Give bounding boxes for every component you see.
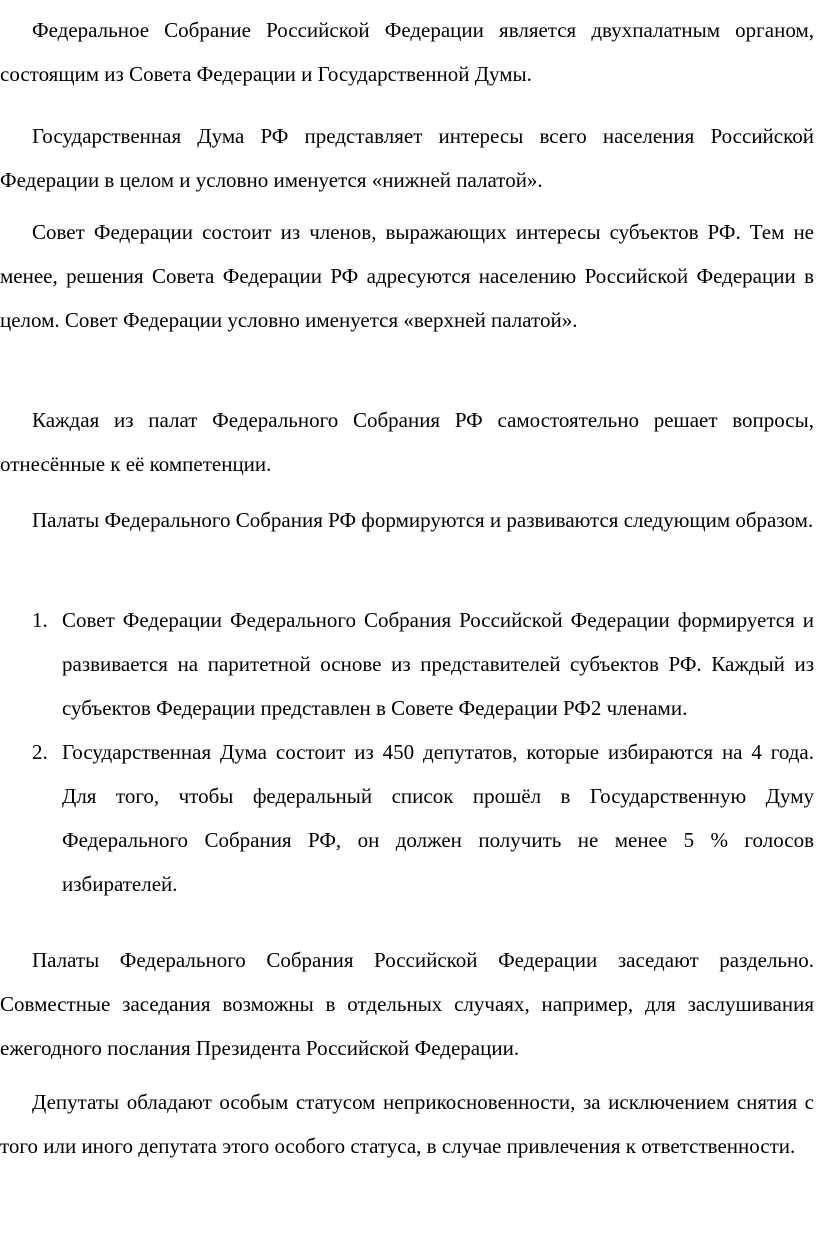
formation-list bbox=[0, 598, 814, 906]
list-item-text: Государственная Дума состоит из 450 депутатов, которые избираются на 4 года. Для того, чтобы федеральный список прошёл в Государственную Думу Федерального Собрания РФ, он должен получить не менее 5 % голосов избирателей. bbox=[62, 740, 814, 896]
list-item-number: 2. bbox=[32, 740, 48, 764]
list-item bbox=[0, 730, 814, 906]
paragraph-sessions: Палаты Федерального Собрания Российской Федерации заседают раздельно. Совместные заседания возможны в отдельных случаях, например, для заслушивания ежегодного послания Президента Российской Федерации. bbox=[0, 948, 814, 1060]
paragraph-federal-assembly: Федеральное Собрание Российской Федерации является двухпалатным органом, состоящим из Совета Федерации и Государственной Думы. bbox=[0, 18, 814, 86]
paragraph-chambers-competence: Каждая из палат Федерального Собрания РФ самостоятельно решает вопросы, отнесённые к её компетенции. bbox=[0, 408, 814, 476]
paragraph-state-duma: Государственная Дума РФ представляет интересы всего населения Российской Федерации в целом и условно именуется «нижней палатой». bbox=[0, 124, 814, 192]
list-item-number: 1. bbox=[32, 608, 48, 632]
paragraph-deputies-immunity: Депутаты обладают особым статусом неприкосновенности, за исключением снятия с того или иного депутата этого особого статуса, в случае привлечения к ответственности. bbox=[0, 1090, 814, 1158]
list-item-text: Совет Федерации Федерального Собрания Российской Федерации формируется и развивается на паритетной основе из представителей субъектов РФ. Каждый из субъектов Федерации представлен в Совете Федерации РФ2 членами. bbox=[62, 608, 814, 720]
paragraph-chambers-formation: Палаты Федерального Собрания РФ формируются и развиваются следующим образом. bbox=[32, 508, 814, 532]
list-item bbox=[0, 598, 814, 730]
paragraph-federation-council: Совет Федерации состоит из членов, выражающих интересы субъектов РФ. Тем не менее, решения Совета Федерации РФ адресуются населению Российской Федерации в целом. Совет Федерации условно именуется «верхней палатой». bbox=[0, 220, 814, 332]
